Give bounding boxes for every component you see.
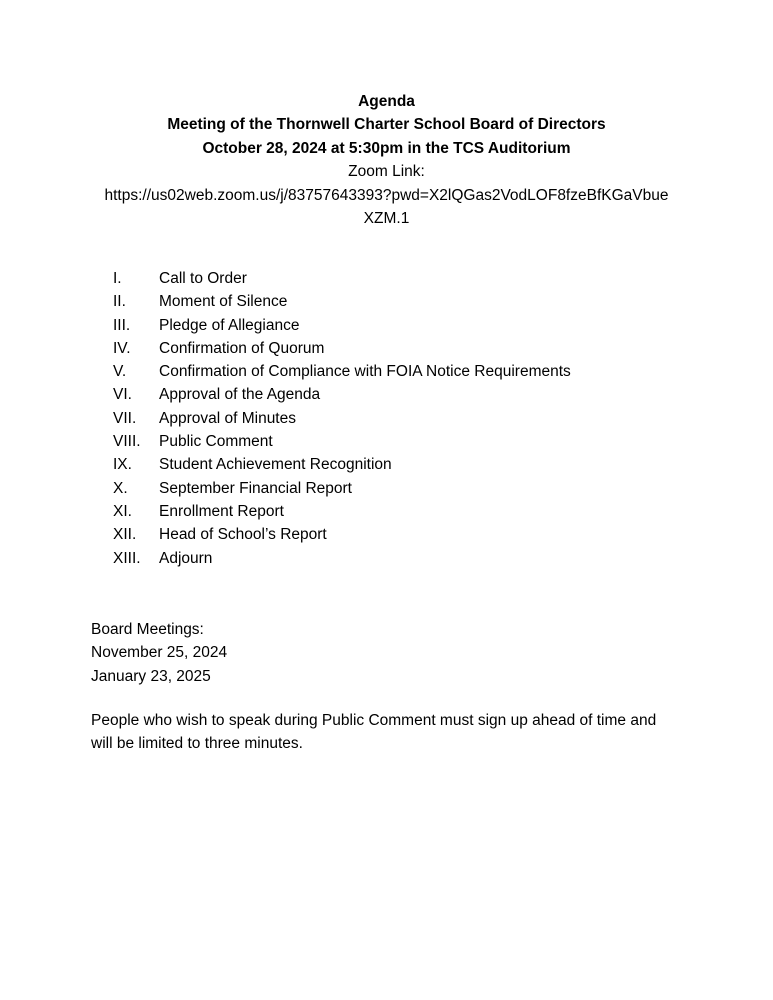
- agenda-item-text: Public Comment: [159, 433, 273, 451]
- agenda-item-number: XI.: [113, 502, 132, 520]
- agenda-item-text: Moment of Silence: [159, 293, 288, 311]
- agenda-item: [0, 290, 773, 313]
- agenda-item-number: VI.: [113, 386, 132, 404]
- agenda-item-number: IX.: [113, 456, 132, 474]
- agenda-item: [0, 477, 773, 500]
- agenda-item-text: Pledge of Allegiance: [159, 316, 300, 334]
- agenda-item: [0, 383, 773, 406]
- agenda-list: [0, 267, 773, 570]
- agenda-item-text: Enrollment Report: [159, 502, 284, 520]
- board-meetings-section: [91, 618, 227, 688]
- board-meetings-label: Board Meetings:: [91, 621, 204, 638]
- meeting-date-location: October 28, 2024 at 5:30pm in the TCS Auditorium: [202, 139, 571, 157]
- agenda-item-text: Approval of Minutes: [159, 409, 296, 427]
- agenda-item-number: XII.: [113, 526, 137, 544]
- agenda-item: [0, 523, 773, 546]
- agenda-item: [0, 430, 773, 453]
- agenda-item-number: II.: [113, 293, 126, 311]
- agenda-item-number: I.: [113, 270, 122, 287]
- agenda-item-number: III.: [113, 316, 131, 334]
- agenda-item-number: IV.: [113, 339, 131, 357]
- agenda-item-text: Confirmation of Quorum: [159, 339, 325, 357]
- notice-line: will be limited to three minutes.: [91, 735, 303, 753]
- agenda-item: [0, 407, 773, 430]
- agenda-item-number: VIII.: [113, 433, 141, 451]
- zoom-url-line-1: https://us02web.zoom.us/j/83757643393?pwd=X2lQGas2VodLOF8fzeBfKGaVbue: [104, 186, 669, 204]
- board-meeting-date: November 25, 2024: [91, 644, 228, 662]
- agenda-item: [0, 547, 773, 570]
- agenda-item: [0, 314, 773, 337]
- notice-line: People who wish to speak during Public Comment must sign up ahead of time and: [91, 712, 657, 729]
- agenda-item-text: Student Achievement Recognition: [159, 456, 392, 474]
- agenda-item-number: XIII.: [113, 549, 141, 567]
- agenda-item-number: V.: [113, 363, 127, 381]
- agenda-item: [0, 453, 773, 476]
- agenda-item-text: Approval of the Agenda: [159, 386, 321, 404]
- public-comment-notice: [91, 709, 691, 756]
- agenda-item-text: Call to Order: [159, 270, 247, 287]
- agenda-item-text: Head of School’s Report: [159, 526, 327, 544]
- agenda-item-text: Adjourn: [159, 549, 213, 567]
- agenda-item: [0, 500, 773, 523]
- zoom-label: Zoom Link:: [348, 163, 425, 181]
- agenda-item-number: X.: [113, 479, 128, 497]
- document-title: Agenda: [358, 93, 415, 110]
- agenda-item-number: VII.: [113, 409, 137, 427]
- agenda-item: [0, 360, 773, 383]
- agenda-item-text: September Financial Report: [159, 479, 352, 497]
- zoom-url-line-2: XZM.1: [363, 210, 410, 228]
- board-meeting-date: January 23, 2025: [91, 667, 211, 685]
- agenda-item-text: Confirmation of Compliance with FOIA Notice Requirements: [159, 363, 571, 381]
- document-header: [0, 90, 773, 230]
- meeting-name: Meeting of the Thornwell Charter School Board of Directors: [167, 116, 606, 134]
- agenda-item: [0, 267, 773, 290]
- agenda-item: [0, 337, 773, 360]
